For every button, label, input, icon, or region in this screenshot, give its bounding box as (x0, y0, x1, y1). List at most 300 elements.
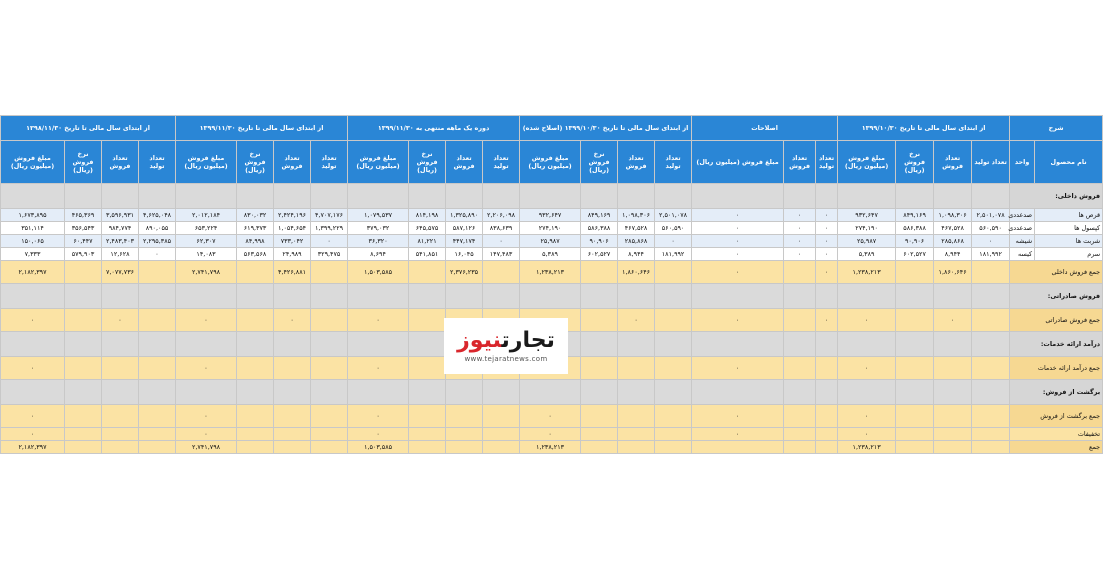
table-cell (311, 357, 348, 380)
table-cell: ۵۸۷,۱۲۶ (446, 222, 483, 235)
header-amount: مبلغ فروش (میلیون ریال) (348, 141, 409, 184)
table-cell: ۲,۱۸۲,۳۹۷ (1, 261, 65, 284)
watermark-logo (444, 318, 568, 374)
table-cell: ۰ (176, 428, 237, 441)
table-cell: ۲,۳۷۶,۲۳۵ (446, 261, 483, 284)
table-cell (139, 284, 176, 309)
table-cell (274, 405, 311, 428)
brand-part-a: تجارت (501, 328, 555, 353)
table-cell (972, 184, 1010, 209)
table-header (1, 116, 1103, 184)
header-sales-qty: تعداد فروش (102, 141, 139, 184)
table-cell: ۱,۰۵۴,۶۵۴ (274, 222, 311, 235)
table-cell (581, 405, 618, 428)
table-cell: ۳۶,۳۲۰ (348, 235, 409, 248)
table-cell (237, 380, 274, 405)
table-cell (934, 332, 972, 357)
table-cell (348, 332, 409, 357)
table-cell (784, 441, 816, 454)
table-cell (816, 441, 838, 454)
table-cell: ۲,۴۲۴,۱۹۶ (274, 209, 311, 222)
table-cell (896, 284, 934, 309)
total-row-returns (1, 405, 1103, 428)
header-amount: مبلغ فروش (میلیون ریال) (1, 141, 65, 184)
table-cell (655, 380, 692, 405)
table-cell: ۱,۸۶۰,۶۴۶ (618, 261, 655, 284)
table-cell (520, 184, 581, 209)
table-cell (139, 380, 176, 405)
table-cell: ۰ (274, 309, 311, 332)
table-cell (618, 441, 655, 454)
table-cell (409, 309, 446, 332)
table-cell: ۲۷۴,۱۹۰ (520, 222, 581, 235)
table-cell (838, 284, 896, 309)
header-group-3: از ابتدای سال مالی تا تاریخ ۱۳۹۹/۱۰/۳۰ (اصلاح شده) (520, 116, 692, 141)
sales-report-table (0, 115, 1103, 454)
brand-part-b: نیوز (457, 328, 502, 353)
table-cell (176, 184, 237, 209)
table-cell: ۸,۶۹۴ (348, 248, 409, 261)
table-cell (65, 405, 102, 428)
table-cell (348, 380, 409, 405)
table-cell (581, 428, 618, 441)
table-cell: ۰ (784, 209, 816, 222)
table-cell (65, 332, 102, 357)
table-cell (581, 261, 618, 284)
table-cell (692, 380, 784, 405)
table-cell (896, 184, 934, 209)
header-production: تعداد تولید (139, 141, 176, 184)
table-cell (311, 184, 348, 209)
table-cell (934, 405, 972, 428)
header-production: تعداد تولید (311, 141, 348, 184)
table-cell: ۰ (838, 405, 896, 428)
table-cell: ۰ (618, 309, 655, 332)
table-cell (409, 261, 446, 284)
table-cell (176, 332, 237, 357)
table-cell (65, 380, 102, 405)
table-cell (692, 284, 784, 309)
table-cell (896, 261, 934, 284)
table-cell (311, 284, 348, 309)
table-cell: ۱۴۷,۴۸۳ (483, 248, 520, 261)
table-cell (311, 332, 348, 357)
table-cell (139, 405, 176, 428)
table-cell: ۰ (972, 235, 1010, 248)
header-group-1: از ابتدای سال مالی تا تاریخ ۱۳۹۹/۱۰/۳۰ (838, 116, 1010, 141)
table-cell (274, 441, 311, 454)
header-amount: مبلغ فروش (میلیون ریال) (520, 141, 581, 184)
table-cell: ۱,۰۹۸,۳۰۶ (618, 209, 655, 222)
table-cell (102, 184, 139, 209)
table-cell: ۲,۲۰۶,۰۹۸ (483, 209, 520, 222)
table-cell: ۶۴۵,۵۷۵ (409, 222, 446, 235)
table-cell: ۸,۹۴۴ (934, 248, 972, 261)
table-cell: ۰ (520, 405, 581, 428)
table-cell: ۱,۰۷۹,۵۳۷ (348, 209, 409, 222)
table-cell (446, 441, 483, 454)
table-cell (581, 332, 618, 357)
table-cell (446, 284, 483, 309)
table-cell (896, 441, 934, 454)
table-cell (896, 332, 934, 357)
table-cell (65, 284, 102, 309)
table-cell: ۰ (348, 428, 409, 441)
table-cell (409, 332, 446, 357)
total-row-grand (1, 441, 1103, 454)
table-cell: ۱۶,۰۴۵ (446, 248, 483, 261)
table-cell (896, 405, 934, 428)
table-cell: ۱,۲۳۸,۲۱۳ (520, 441, 581, 454)
table-cell: ۳۷۹,۰۳۲ (348, 222, 409, 235)
table-cell (838, 184, 896, 209)
table-cell (816, 405, 838, 428)
header-sales-qty: تعداد فروش (274, 141, 311, 184)
table-cell: ۱,۵۰۳,۵۸۵ (348, 261, 409, 284)
table-cell (483, 284, 520, 309)
table-cell: ۳,۵۹۶,۹۳۱ (102, 209, 139, 222)
table-cell: کیسه (1010, 248, 1035, 261)
table-cell: ۴۶۷,۵۲۸ (618, 222, 655, 235)
table-cell: درآمد ارائه خدمات: (1010, 332, 1103, 357)
table-cell (581, 309, 618, 332)
section-row-domestic (1, 184, 1103, 209)
table-cell (102, 284, 139, 309)
table-cell: کپسول ها (1035, 222, 1103, 235)
table-cell (655, 309, 692, 332)
table-cell: ۴,۴۲۶,۸۸۱ (274, 261, 311, 284)
table-cell: ۱,۲۳۸,۲۱۳ (838, 441, 896, 454)
table-cell: ۲۵,۹۸۷ (520, 235, 581, 248)
table-cell: ۴,۷۰۷,۱۷۶ (311, 209, 348, 222)
table-cell (409, 357, 446, 380)
table-cell (409, 380, 446, 405)
table-cell: ۶۰,۴۴۷ (65, 235, 102, 248)
table-cell (618, 357, 655, 380)
table-cell: ۲۸۵,۸۶۸ (934, 235, 972, 248)
table-cell (65, 261, 102, 284)
table-cell (1, 380, 65, 405)
table-cell: ۱۸۱,۹۹۲ (972, 248, 1010, 261)
table-cell: ۰ (139, 248, 176, 261)
table-cell: ۲,۷۴۱,۷۹۸ (176, 261, 237, 284)
table-cell (816, 332, 838, 357)
table-cell: ۰ (816, 248, 838, 261)
table-cell (1, 184, 65, 209)
table-cell: تخفیفات (1010, 428, 1103, 441)
table-cell (483, 184, 520, 209)
table-cell (655, 261, 692, 284)
table-cell: ۰ (176, 405, 237, 428)
table-cell: صدعددی (1010, 209, 1035, 222)
table-cell: ۶۰۲,۵۲۷ (581, 248, 618, 261)
table-cell (274, 332, 311, 357)
table-cell: ۷,۳۳۳ (1, 248, 65, 261)
product-row (1, 248, 1103, 261)
table-cell (581, 357, 618, 380)
table-cell: ۰ (784, 248, 816, 261)
table-cell: ۲,۵۰۱,۰۷۸ (972, 209, 1010, 222)
table-cell (816, 284, 838, 309)
table-cell: ۱۴,۰۸۳ (176, 248, 237, 261)
table-cell (618, 184, 655, 209)
table-cell (934, 184, 972, 209)
table-cell (102, 428, 139, 441)
table-cell: ۰ (692, 209, 784, 222)
header-production: تعداد تولید (655, 141, 692, 184)
header-rate: نرخ فروش (ریال) (409, 141, 446, 184)
table-cell (65, 309, 102, 332)
table-cell: ۹۰,۹۰۶ (896, 235, 934, 248)
table-cell (972, 405, 1010, 428)
table-cell: ۲۵,۹۸۷ (838, 235, 896, 248)
total-row-domestic (1, 261, 1103, 284)
header-rate: نرخ فروش (ریال) (896, 141, 934, 184)
table-cell (237, 332, 274, 357)
table-cell: ۲۷۴,۱۹۰ (838, 222, 896, 235)
table-cell (896, 309, 934, 332)
table-cell: ۶۵۳,۲۲۴ (176, 222, 237, 235)
table-cell (784, 405, 816, 428)
table-cell: ۱,۳۹۹,۲۲۹ (311, 222, 348, 235)
table-cell (348, 284, 409, 309)
table-cell (784, 357, 816, 380)
table-cell: ۰ (838, 428, 896, 441)
table-cell (102, 332, 139, 357)
table-cell: ۸۴۹,۱۶۹ (896, 209, 934, 222)
table-cell (972, 428, 1010, 441)
table-cell (483, 405, 520, 428)
table-cell (972, 284, 1010, 309)
header-production: تعداد تولید (816, 141, 838, 184)
table-cell: ۶۲,۳۰۷ (176, 235, 237, 248)
table-cell: ۰ (1, 428, 65, 441)
table-cell: ۸۹۰,۰۵۵ (139, 222, 176, 235)
table-cell: ۱,۲۳۸,۲۱۳ (838, 261, 896, 284)
table-cell (618, 428, 655, 441)
table-cell (934, 284, 972, 309)
table-cell (618, 284, 655, 309)
table-cell (237, 405, 274, 428)
table-cell: ۳۵۶,۵۴۳ (65, 222, 102, 235)
table-cell: ۰ (692, 309, 784, 332)
table-cell (348, 184, 409, 209)
table-cell (816, 428, 838, 441)
table-cell (409, 441, 446, 454)
table-cell (972, 380, 1010, 405)
table-cell: ۰ (1, 405, 65, 428)
table-cell (237, 309, 274, 332)
table-cell (581, 184, 618, 209)
table-cell: ۴۶۷,۵۲۸ (934, 222, 972, 235)
table-cell (274, 357, 311, 380)
table-cell (1, 332, 65, 357)
table-cell (102, 441, 139, 454)
table-cell: ۰ (1, 357, 65, 380)
table-cell: ۹۳۲,۶۴۷ (520, 209, 581, 222)
table-cell (896, 357, 934, 380)
table-cell: ۹۳۲,۶۴۷ (838, 209, 896, 222)
table-cell (934, 380, 972, 405)
table-cell (409, 428, 446, 441)
table-cell (896, 428, 934, 441)
table-cell (655, 428, 692, 441)
header-amount: مبلغ فروش (میلیون ریال) (692, 141, 784, 184)
table-cell (972, 357, 1010, 380)
table-cell (139, 261, 176, 284)
table-cell: ۰ (692, 248, 784, 261)
table-cell: ۰ (934, 309, 972, 332)
table-cell: جمع فروش صادراتی (1010, 309, 1103, 332)
table-cell: ۵,۳۸۹ (838, 248, 896, 261)
table-cell (784, 380, 816, 405)
table-cell: ۲,۷۴۱,۷۹۸ (176, 441, 237, 454)
table-cell: ۰ (692, 428, 784, 441)
table-cell (446, 428, 483, 441)
product-row (1, 235, 1103, 248)
table-cell (655, 357, 692, 380)
table-cell: ۰ (816, 209, 838, 222)
table-cell: ۰ (816, 309, 838, 332)
table-cell (483, 380, 520, 405)
header-rate: نرخ فروش (ریال) (237, 141, 274, 184)
table-cell: ۵۷۹,۹۰۳ (65, 248, 102, 261)
header-rate: نرخ فروش (ریال) (581, 141, 618, 184)
table-cell: ۲۸۵,۸۶۸ (618, 235, 655, 248)
table-cell: ۰ (692, 222, 784, 235)
header-product: نام محصول (1035, 141, 1103, 184)
table-cell (237, 428, 274, 441)
table-cell (655, 332, 692, 357)
header-group-5: از ابتدای سال مالی تا تاریخ ۱۳۹۹/۱۱/۳۰ (176, 116, 348, 141)
table-cell: جمع برگشت از فروش (1010, 405, 1103, 428)
table-cell (972, 309, 1010, 332)
table-cell (409, 405, 446, 428)
header-amount: مبلغ فروش (میلیون ریال) (176, 141, 237, 184)
table-cell (237, 184, 274, 209)
table-cell: ۱,۵۰۳,۵۸۵ (348, 441, 409, 454)
table-cell (972, 332, 1010, 357)
table-cell (1, 284, 65, 309)
table-cell: ۹۰,۹۰۶ (581, 235, 618, 248)
table-cell: ۰ (784, 235, 816, 248)
table-cell (65, 357, 102, 380)
table-cell (784, 284, 816, 309)
section-row-returns (1, 380, 1103, 405)
table-cell: ۰ (520, 428, 581, 441)
table-cell: ۷,۰۷۷,۷۳۶ (102, 261, 139, 284)
table-cell (176, 284, 237, 309)
table-cell: قرص ها (1035, 209, 1103, 222)
table-cell (409, 284, 446, 309)
table-cell: ۰ (816, 261, 838, 284)
table-cell (618, 380, 655, 405)
table-cell: ۰ (348, 405, 409, 428)
table-cell: ۲,۴۸۳,۴۰۳ (102, 235, 139, 248)
brand-text (457, 329, 555, 353)
table-cell (816, 380, 838, 405)
table-cell: برگشت از فروش: (1010, 380, 1103, 405)
section-row-export (1, 284, 1103, 309)
table-cell: ۰ (483, 235, 520, 248)
table-cell (139, 441, 176, 454)
table-cell (618, 332, 655, 357)
table-cell: ۰ (1, 309, 65, 332)
table-cell (784, 332, 816, 357)
table-cell (784, 309, 816, 332)
table-cell (581, 441, 618, 454)
table-cell (483, 428, 520, 441)
table-cell (816, 357, 838, 380)
table-cell (934, 441, 972, 454)
table-cell: ۱۵۰,۰۶۵ (1, 235, 65, 248)
table-cell: ۳۲۹,۴۷۵ (311, 248, 348, 261)
table-cell (483, 261, 520, 284)
table-cell (139, 184, 176, 209)
table-cell: ۵۶۰,۵۹۰ (972, 222, 1010, 235)
table-cell (972, 441, 1010, 454)
table-cell (784, 184, 816, 209)
table-cell: ۵۶۳,۵۶۸ (237, 248, 274, 261)
table-cell (618, 405, 655, 428)
table-cell (838, 380, 896, 405)
table-cell: ۰ (692, 261, 784, 284)
table-cell (692, 441, 784, 454)
product-row (1, 209, 1103, 222)
table-cell (176, 380, 237, 405)
table-cell: جمع (1010, 441, 1103, 454)
table-cell: ۱,۰۹۸,۳۰۶ (934, 209, 972, 222)
table-cell: ۱,۶۷۳,۸۹۵ (1, 209, 65, 222)
table-cell: ۸۴,۹۹۸ (237, 235, 274, 248)
table-cell (784, 428, 816, 441)
table-cell: ۲,۱۸۲,۳۹۷ (1, 441, 65, 454)
table-cell (311, 261, 348, 284)
table-cell: ۰ (102, 309, 139, 332)
table-cell (274, 380, 311, 405)
table-cell: جمع درآمد ارائه خدمات (1010, 357, 1103, 380)
table-cell: ۸۳۰,۰۳۲ (237, 209, 274, 222)
table-cell (65, 184, 102, 209)
table-cell (838, 332, 896, 357)
table-cell: ۱,۸۶۰,۶۴۶ (934, 261, 972, 284)
table-cell: ۶۱۹,۳۷۳ (237, 222, 274, 235)
table-cell: ۰ (816, 222, 838, 235)
table-cell (237, 441, 274, 454)
table-cell: فروش داخلی: (1010, 184, 1103, 209)
table-cell (102, 405, 139, 428)
table-cell: ۹۸۴,۷۷۴ (102, 222, 139, 235)
brand-url: www.tejaratnews.com (464, 355, 548, 363)
table-cell: ۶۰۲,۵۲۷ (896, 248, 934, 261)
table-cell (139, 332, 176, 357)
table-cell: ۱,۲۳۸,۲۱۳ (520, 261, 581, 284)
header-rate: نرخ فروش (ریال) (65, 141, 102, 184)
table-cell: ۰ (348, 357, 409, 380)
table-cell (784, 261, 816, 284)
table-cell (655, 405, 692, 428)
table-cell: ۷۳۳,۰۴۲ (274, 235, 311, 248)
table-cell (896, 380, 934, 405)
table-cell: ۵,۳۸۹ (520, 248, 581, 261)
table-cell: ۳۵۱,۱۱۴ (1, 222, 65, 235)
table-cell (581, 380, 618, 405)
table-cell: ۵۴۱,۸۵۱ (409, 248, 446, 261)
header-desc: شرح (1010, 116, 1103, 141)
table-cell: ۱۸۱,۹۹۲ (655, 248, 692, 261)
table-cell: شیشه (1010, 235, 1035, 248)
table-cell: ۰ (692, 357, 784, 380)
